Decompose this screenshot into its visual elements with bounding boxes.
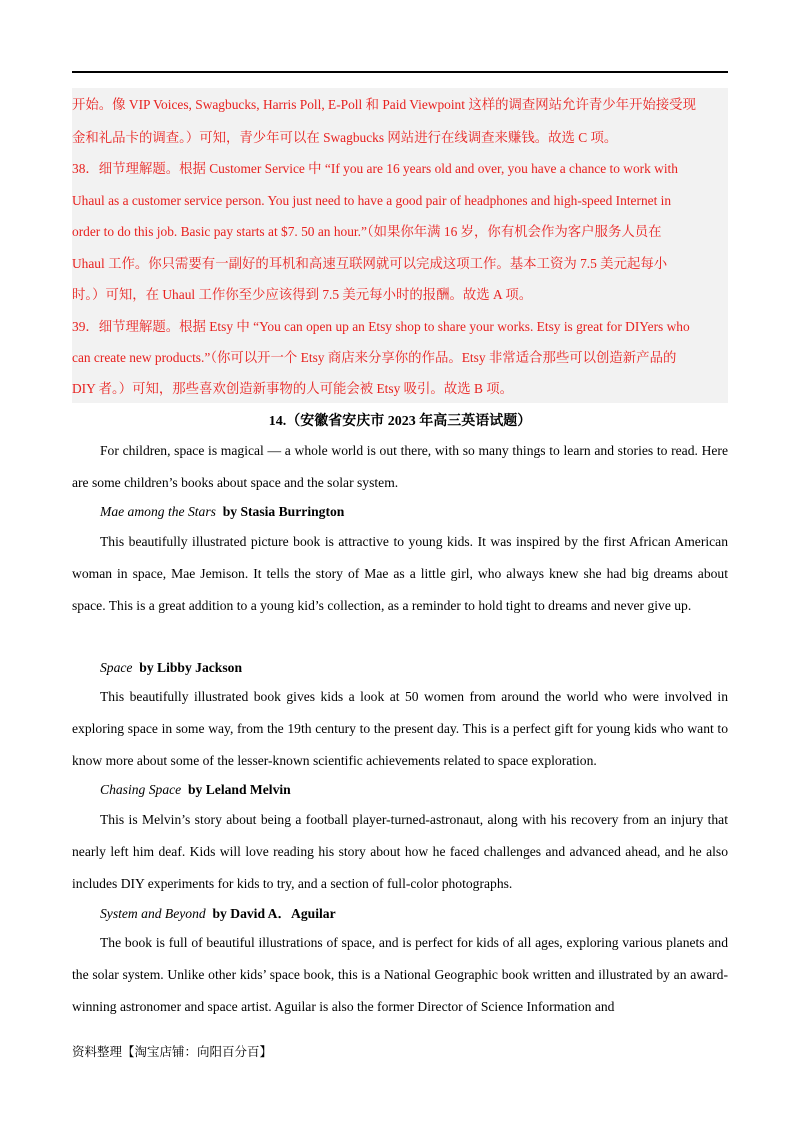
book-author: by Stasia Burrington bbox=[222, 504, 345, 519]
question-title: 14.（安徽省安庆市 2023 年高三英语试题） bbox=[268, 414, 532, 429]
book-author: by Libby Jackson bbox=[139, 660, 243, 675]
answer-line: order to do this job. Basic pay starts at $7. 50 an hour.”（如果你年满 16 岁，你有机会作为客户服务人员在 bbox=[72, 224, 662, 239]
intro-text: For children, space is magical — a whole world is out there, with so many things to learn and stories to read. Here are some children’s books about space and the solar system. bbox=[72, 443, 728, 490]
book-heading-1 bbox=[100, 500, 344, 524]
page-footer: 资料整理【淘宝店铺：向阳百分百】 bbox=[72, 1044, 273, 1059]
answer-line: 38．细节理解题。根据 Customer Service 中 “If you are 16 years old and over, you have a chance to work with bbox=[72, 161, 678, 176]
book-description-4 bbox=[72, 927, 728, 1023]
answer-line: 开始。像 VIP Voices, Swagbucks, Harris Poll, E-Poll 和 Paid Viewpoint 这样的调查网站允许青少年开始接受现 bbox=[72, 97, 696, 112]
answer-line: 时。）可知，在 Uhaul 工作你至少应该得到 7.5 美元每小时的报酬。故选 A 项。 bbox=[72, 287, 533, 302]
book-description-1 bbox=[72, 526, 728, 622]
book-description-text: This beautifully illustrated picture book is attractive to young kids. It was inspired by the first African American woman in space, Mae Jemison. It tells the story of Mae as a little girl, who always knew she had big dreams about space. This is a great addition to a young kid’s collection, as a reminder to hold tight to dreams and never give up. bbox=[72, 534, 728, 613]
answer-line: DIY 者。）可知，那些喜欢创造新事物的人可能会被 Etsy 吸引。故选 B 项。 bbox=[72, 381, 514, 396]
book-title: Chasing Space bbox=[100, 782, 182, 797]
book-description-text: The book is full of beautiful illustrations of space, and is perfect for kids of all ages, exploring various planets and the solar system. Unlike other kids’ space book, this is a National Geographic book written and illustrated by an award-winning astronomer and space artist. Aguilar is also the former Director of Science Information and bbox=[72, 935, 728, 1014]
book-description-2 bbox=[72, 681, 728, 777]
answer-line: 39．细节理解题。根据 Etsy 中 “You can open up an Etsy shop to share your works. Etsy is great for DIYers who bbox=[72, 319, 690, 334]
answer-line: can create new products.”（你可以开一个 Etsy 商店来分享你的作品。Etsy 非常适合那些可以创造新产品的 bbox=[72, 350, 677, 365]
answer-line: Uhaul as a customer service person. You just need to have a good pair of headphones and high-speed Internet in bbox=[72, 193, 672, 208]
book-heading-3 bbox=[100, 778, 291, 802]
answer-explanation-box bbox=[72, 88, 728, 403]
header-rule bbox=[72, 71, 728, 73]
book-description-text: This is Melvin’s story about being a football player-turned-astronaut, along with his recovery from an injury that nearly left him deaf. Kids will love reading his story about how he faced challenges and advanced ahead, and he also includes DIY experiments for kids to try, and a section of full-color photographs. bbox=[72, 812, 728, 891]
book-author: by David A．Aguilar bbox=[212, 906, 336, 921]
book-heading-4 bbox=[100, 902, 336, 926]
book-title: Space bbox=[100, 660, 133, 675]
answer-line: Uhaul 工作。你只需要有一副好的耳机和高速互联网就可以完成这项工作。基本工资为 7.5 美元起每小 bbox=[72, 256, 668, 271]
answer-line: 金和礼品卡的调查。）可知，青少年可以在 Swagbucks 网站进行在线调查来赚钱。故选 C 项。 bbox=[72, 130, 618, 145]
book-heading-2 bbox=[100, 656, 242, 680]
book-description-text: This beautifully illustrated book gives kids a look at 50 women from around the world who were involved in exploring space in some way, from the 19th century to the present day. This is a perfect gift for young kids who want to know more about some of the lesser-known scientific achievements related to space exploration. bbox=[72, 689, 728, 768]
book-author: by Leland Melvin bbox=[187, 782, 291, 797]
intro-paragraph bbox=[72, 435, 728, 499]
book-title: System and Beyond bbox=[100, 906, 206, 921]
book-description-3 bbox=[72, 804, 728, 900]
book-title: Mae among the Stars bbox=[100, 504, 216, 519]
